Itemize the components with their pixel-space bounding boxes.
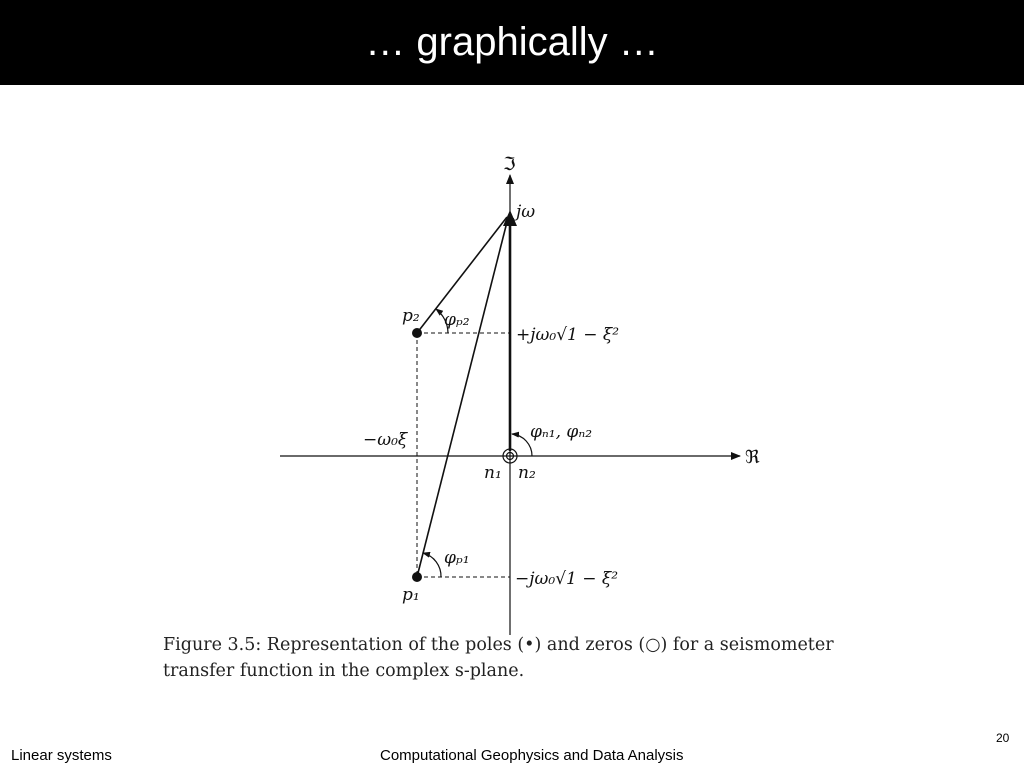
- phi-n-angle-arc: [512, 434, 532, 456]
- caption-line-1: Figure 3.5: Representation of the poles (•) and zeros (○) for a seismometer: [163, 635, 834, 655]
- zero-n1-label: n₁: [484, 463, 502, 483]
- real-axis-label: ℜ: [745, 447, 760, 468]
- p1-vector: [417, 218, 508, 577]
- zero-n2-label: n₂: [518, 463, 536, 483]
- real-part-label: −ω₀ξ: [363, 430, 408, 450]
- plus-imag-label: +jω₀√1 − ξ²: [516, 325, 620, 345]
- pole-p1: [412, 572, 422, 582]
- phi-n-label: φₙ₁, φₙ₂: [530, 422, 593, 442]
- phi-p2-label: φₚ₂: [444, 310, 470, 330]
- pole-p2: [412, 328, 422, 338]
- p1-label: p₁: [402, 585, 420, 605]
- phi-p1-angle-arc: [423, 553, 441, 577]
- footer-course: Linear systems: [11, 747, 112, 764]
- page-number: 20: [996, 731, 1010, 745]
- phi-p1-label: φₚ₁: [444, 548, 470, 568]
- footer-subtitle: Computational Geophysics and Data Analysis: [380, 747, 684, 764]
- figure-caption: [163, 632, 883, 684]
- p2-label: p₂: [402, 306, 420, 326]
- caption-line-2: transfer function in the complex s-plane.: [163, 661, 525, 681]
- imaginary-axis-label: ℑ: [503, 154, 516, 175]
- minus-imag-label: −jω₀√1 − ξ²: [515, 569, 619, 589]
- jw-arrowhead: [503, 210, 517, 226]
- jw-label: jω: [516, 202, 536, 222]
- slide-title: … graphically …: [365, 20, 659, 64]
